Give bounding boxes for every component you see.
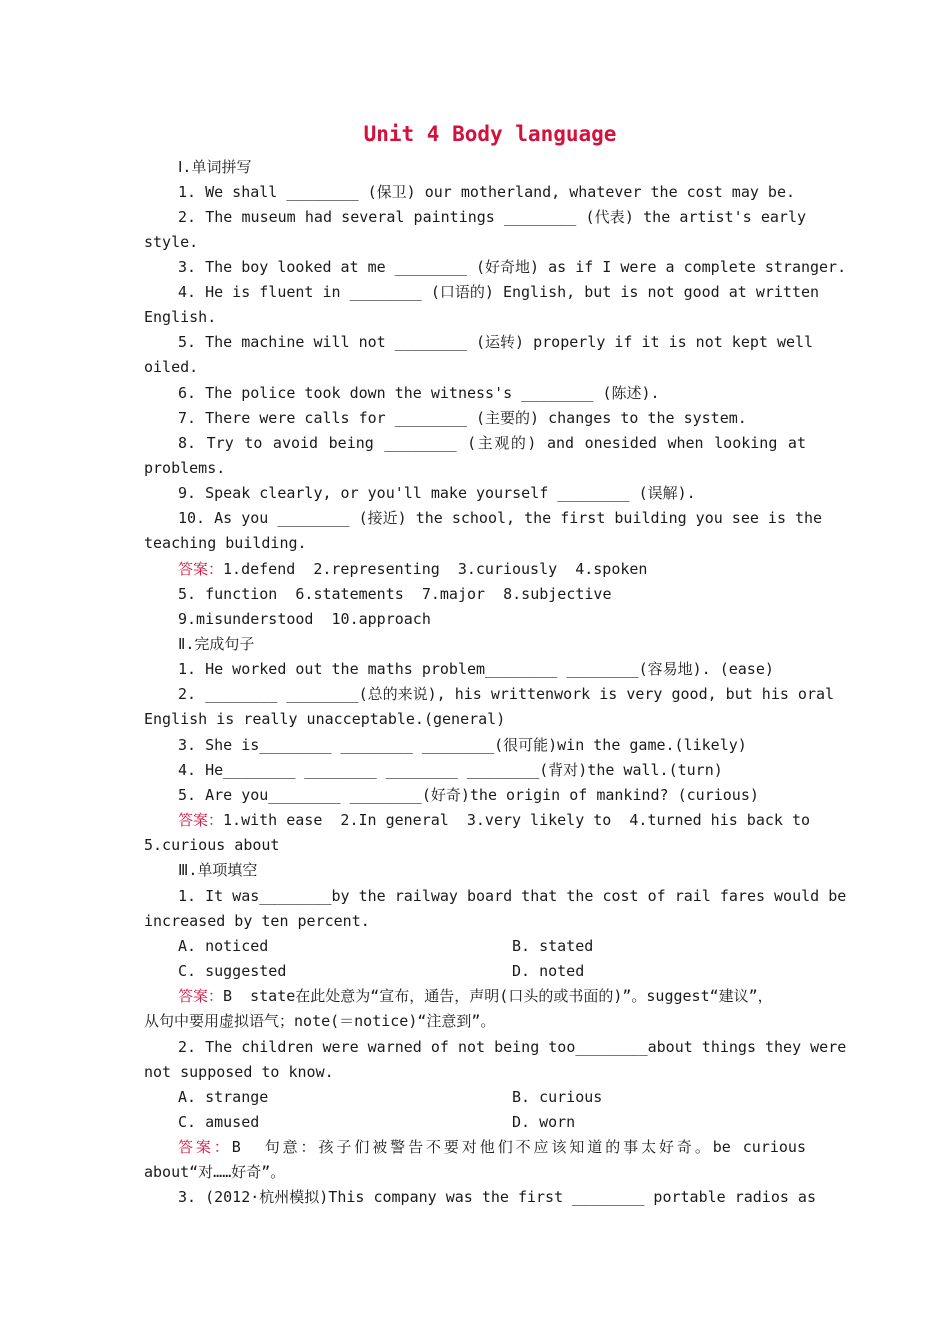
option-c: C. suggested — [178, 962, 287, 980]
option-d: D. noted — [512, 962, 585, 980]
question-text: 1. We shall ________ (保卫) our motherland, whatever the cost may be. — [178, 183, 795, 201]
answer-line — [178, 810, 811, 830]
option-b: B. curious — [512, 1088, 603, 1106]
option-a: A. noticed — [178, 937, 269, 955]
answer-text: 从句中要用虚拟语气；note(＝notice)“注意到”。 — [144, 1012, 496, 1030]
question-text: 2. The children were warned of not being too________about things they were — [178, 1038, 847, 1056]
option-b: B. stated — [512, 937, 594, 955]
answer-label: 答案： — [178, 811, 224, 829]
answer-text: about“对……好奇”。 — [144, 1163, 286, 1181]
question-text: style. — [144, 233, 199, 251]
question-text: 3. She is________ ________ ________(很可能)win the game.(likely) — [178, 736, 747, 754]
option-c: C. amused — [178, 1113, 260, 1131]
option-a: A. strange — [178, 1088, 269, 1106]
question-text: oiled. — [144, 358, 199, 376]
question-text: 3. (2012·杭州模拟)This company was the first ________ portable radios as — [178, 1188, 816, 1206]
question-text: not supposed to know. — [144, 1063, 334, 1081]
section-heading: Ⅰ.单词拼写 — [178, 158, 252, 176]
answer-line — [178, 986, 773, 1006]
question-text: 5. Are you________ ________(好奇)the origin of mankind? (curious) — [178, 786, 759, 804]
option-d: D. worn — [512, 1113, 576, 1131]
page-title: Unit 4 Body language — [363, 122, 617, 146]
answer-text: B 句意：孩子们被警告不要对他们不应该知道的事太好奇。be curious — [231, 1138, 806, 1156]
answer-text: 1.with ease 2.In general 3.very likely to 4.turned his back to — [223, 811, 811, 829]
question-text: increased by ten percent. — [144, 912, 370, 930]
question-text: 1. He worked out the maths problem________ ________(容易地). (ease) — [178, 660, 774, 678]
question-text: 2. The museum had several paintings ________ (代表) the artist's early — [178, 208, 806, 226]
answer-text: 5. function 6.statements 7.major 8.subjective — [178, 585, 612, 603]
answer-text: 1.defend 2.representing 3.curiously 4.spoken — [223, 560, 648, 578]
answer-line — [178, 559, 647, 579]
question-text: 4. He________ ________ ________ ________(背对)the wall.(turn) — [178, 761, 723, 779]
answer-text: B state在此处意为“宣布，通告，声明(口头的或书面的)”。suggest“建议”， — [223, 987, 773, 1005]
answer-line — [178, 1137, 806, 1157]
answer-text: 9.misunderstood 10.approach — [178, 610, 431, 628]
answer-label: 答案： — [178, 560, 224, 578]
question-text: 5. The machine will not ________ (运转) properly if it is not kept well — [178, 333, 814, 351]
section-heading: Ⅱ.完成句子 — [178, 635, 255, 653]
question-text: 10. As you ________ (接近) the school, the first building you see is the — [178, 509, 823, 527]
answer-label: 答案： — [178, 1138, 232, 1156]
question-text: 1. It was________by the railway board that the cost of rail fares would be — [178, 887, 847, 905]
question-text: 4. He is fluent in ________ (口语的) English, but is not good at written — [178, 283, 820, 301]
answer-text: 5.curious about — [144, 836, 280, 854]
question-text: English. — [144, 308, 217, 326]
section-heading: Ⅲ.单项填空 — [178, 861, 258, 879]
question-text: 6. The police took down the witness's ________ (陈述). — [178, 384, 660, 402]
question-text: teaching building. — [144, 534, 307, 552]
question-text: English is really unacceptable.(general) — [144, 710, 506, 728]
answer-label: 答案： — [178, 987, 224, 1005]
question-text: 2. ________ ________(总的来说), his writtenwork is very good, but his oral — [178, 685, 835, 703]
question-text: 8. Try to avoid being ________ (主观的) and onesided when looking at — [178, 434, 806, 452]
question-text: problems. — [144, 459, 226, 477]
question-text: 9. Speak clearly, or you'll make yourself ________ (误解). — [178, 484, 696, 502]
question-text: 7. There were calls for ________ (主要的) changes to the system. — [178, 409, 747, 427]
question-text: 3. The boy looked at me ________ (好奇地) as if I were a complete stranger. — [178, 258, 847, 276]
